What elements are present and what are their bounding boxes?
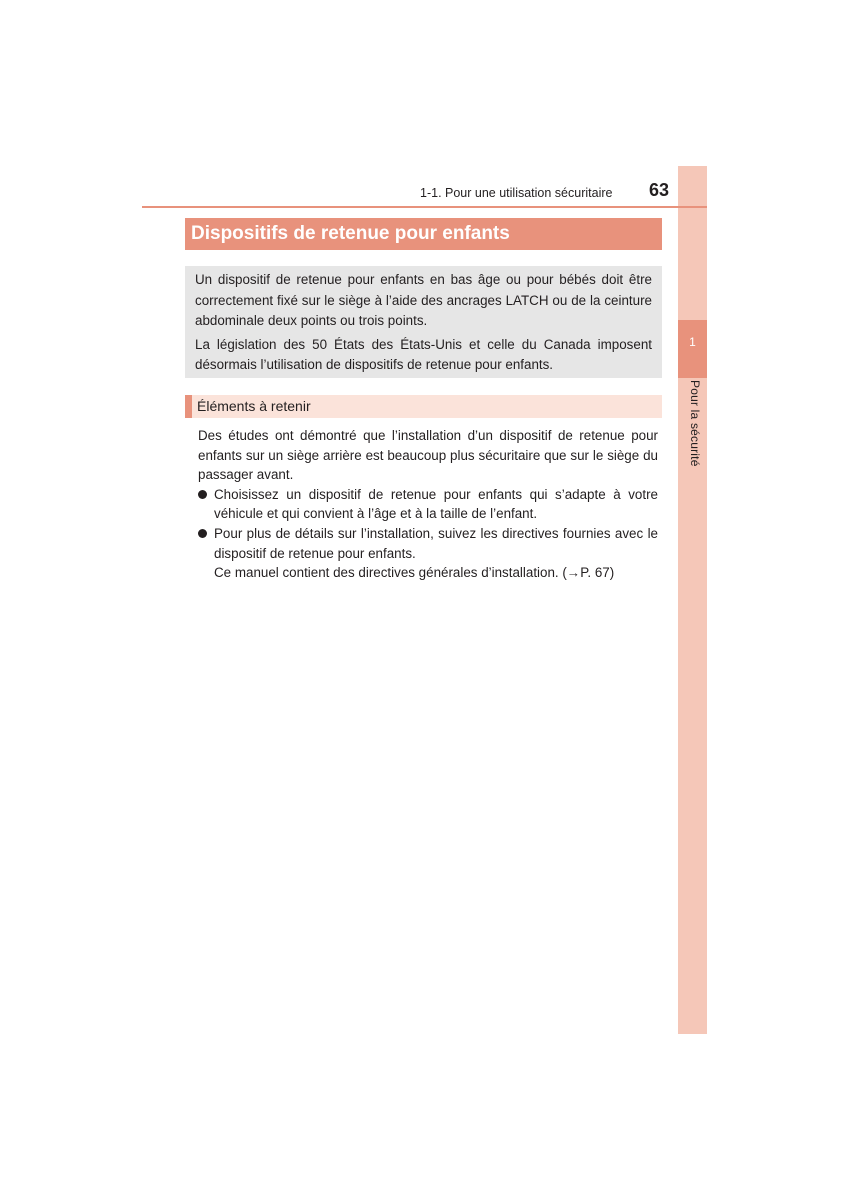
subsection-title: Éléments à retenir [197, 398, 311, 414]
subsection-header [185, 395, 662, 418]
page-title: Dispositifs de retenue pour enfants [185, 218, 662, 250]
subsection-body [198, 426, 658, 583]
bullet-icon [198, 490, 207, 499]
list-item-text: Choisissez un dispositif de retenue pour enfants qui s’adapte à votre véhicule et qui convient à l’âge et à la taille de l’enfant. [214, 486, 658, 522]
subsection-accent [185, 395, 192, 418]
list-item-text: Pour plus de détails sur l’installation, suivez les directives fournies avec le dispositif de retenue pour enfants. [214, 525, 658, 561]
intro-paragraph: Un dispositif de retenue pour enfants en bas âge ou pour bébés doit être correctement fixé sur le siège à l’aide des ancrages LATCH ou de la ceinture abdominale deux points ou trois points. [195, 272, 652, 328]
chapter-number: 1 [678, 320, 707, 378]
list-item [198, 524, 658, 583]
body-paragraph: Des études ont démontré que l’installation d’un dispositif de retenue pour enfants sur un siège arrière est beaucoup plus sécuritaire que sur le siège du passager avant. [198, 428, 658, 483]
installation-note: Ce manuel contient des directives générales d’installation. (→P. 67) [214, 565, 615, 581]
header-divider [142, 206, 707, 208]
bullet-icon [198, 529, 207, 538]
chapter-side-tab [678, 166, 707, 1034]
page-number: 63 [649, 180, 670, 200]
intro-paragraph: La législation des 50 États des États-Unis et celle du Canada imposent désormais l’utilisation de dispositifs de retenue pour enfants. [195, 336, 652, 372]
running-header: 1-1. Pour une utilisation sécuritaire [420, 186, 613, 200]
chapter-label: Pour la sécurité [688, 380, 702, 467]
list-item [198, 485, 658, 524]
intro-box [185, 266, 662, 378]
